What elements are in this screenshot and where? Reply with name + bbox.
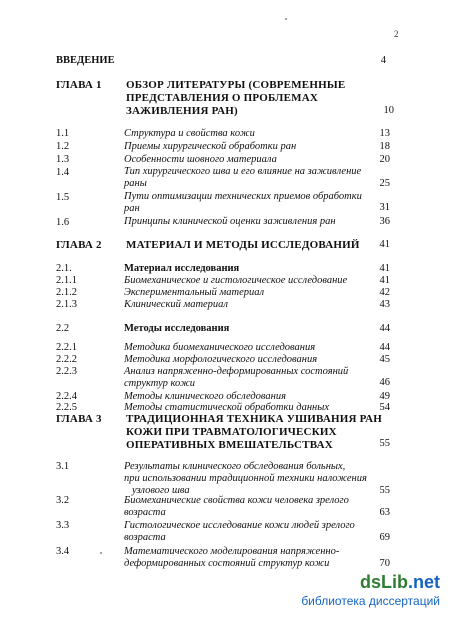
toc-num: 2.1.3: [56, 299, 77, 310]
toc-page: 69: [379, 532, 390, 543]
toc-num: 2.1.: [56, 263, 72, 274]
section-heading: Методы исследования: [124, 323, 230, 334]
ch2-page: 41: [379, 239, 390, 250]
ch1-label: ГЛАВА 1: [56, 79, 102, 91]
ch1-page: 10: [383, 105, 394, 116]
ch1-title-line-1: ОБЗОР ЛИТЕРАТУРЫ (СОВРЕМЕННЫЕ: [126, 79, 346, 91]
toc-entry: Приемы хирургической обработки ран: [124, 141, 297, 152]
toc-page: 36: [379, 216, 390, 227]
intro-label: ВВЕДЕНИЕ: [56, 55, 115, 66]
toc-num: 3.4: [56, 546, 70, 557]
intro-page: 4: [380, 55, 386, 66]
toc-entry: Анализ напряженно-деформированных состояний: [124, 366, 349, 377]
dslib-tagline: библиотека диссертаций: [301, 594, 440, 608]
section-heading: Материал исследования: [124, 263, 240, 274]
toc-entry: Методика биомеханического исследования: [124, 342, 316, 353]
toc-page: 46: [379, 377, 390, 388]
dslib-watermark: [280, 572, 440, 612]
ch2-title: МАТЕРИАЛ И МЕТОДЫ ИССЛЕДОВАНИЙ: [126, 239, 360, 251]
toc-entry-cont: узлового шва: [132, 485, 190, 496]
toc-entry: Результаты клинического обследования больных,: [124, 461, 346, 472]
toc-num: 2.2.4: [56, 391, 77, 402]
toc-page: 20: [379, 154, 390, 165]
scan-speck: [100, 552, 102, 554]
toc-entry: Тип хирургического шва и его влияние на заживление: [124, 166, 362, 177]
toc-entry: Структура и свойства кожи: [124, 128, 255, 139]
toc-entry-cont: раны: [124, 178, 147, 189]
toc-entry: Принципы клинической оценки заживления ран: [124, 216, 336, 227]
toc-entry: Методы клинического обследования: [124, 391, 286, 402]
toc-entry: Биомеханические свойства кожи человека зрелого: [124, 495, 349, 506]
toc-num: 1.3: [56, 154, 70, 165]
toc-page: 63: [379, 507, 390, 518]
dslib-logo: dsLib.net: [359, 572, 440, 592]
toc-page: 43: [379, 299, 390, 310]
ch3-page: 55: [379, 438, 390, 449]
ch3-title-line-1: ТРАДИЦИОННАЯ ТЕХНИКА УШИВАНИЯ РАН: [126, 413, 383, 425]
toc-num: 2.2.1: [56, 342, 77, 353]
toc-entry: Пути оптимизации технических приемов обработки: [124, 191, 362, 202]
toc-entry-cont: ран: [124, 203, 140, 214]
toc-page: 54: [379, 402, 390, 413]
toc-page: 44: [379, 323, 390, 334]
ch1-title-line-3: ЗАЖИВЛЕНИЯ РАН): [126, 105, 238, 117]
ch3-label: ГЛАВА 3: [56, 413, 102, 425]
toc-num: 2.1.1: [56, 275, 77, 286]
toc-page: 41: [379, 275, 390, 286]
page-number: 2: [394, 29, 399, 39]
toc-page: 25: [379, 178, 390, 189]
toc-page: 55: [379, 485, 390, 496]
toc-num: 1.2: [56, 141, 70, 152]
toc-entry-cont: деформированных состояний структур кожи: [124, 558, 330, 569]
toc-num: 2.1.2: [56, 287, 77, 298]
toc-page: 42: [379, 287, 390, 298]
toc-entry: Клинический материал: [124, 299, 229, 310]
toc-entry: Биомеханическое и гистологическое исследование: [124, 275, 348, 286]
toc-num: 3.3: [56, 520, 70, 531]
toc-entry: Методика морфологического исследования: [124, 354, 318, 365]
toc-entry-cont: возраста: [124, 532, 166, 543]
toc-page: 41: [379, 263, 390, 274]
toc-num: 1.4: [56, 167, 70, 178]
toc-page: 44: [379, 342, 390, 353]
toc-num: 2.2.5: [56, 402, 77, 413]
ch3-title-line-2: КОЖИ ПРИ ТРАВМАТОЛОГИЧЕСКИХ: [126, 426, 337, 438]
toc-page: 45: [379, 354, 390, 365]
toc-num: 2.2: [56, 323, 70, 334]
toc-page: 49: [379, 391, 390, 402]
toc-num: 1.1: [56, 128, 70, 139]
toc-num: 1.5: [56, 192, 70, 203]
toc-num: 2.2.2: [56, 354, 77, 365]
toc-num: 3.1: [56, 461, 70, 472]
toc-entry-cont: при использовании традиционной техники наложения: [124, 473, 367, 484]
toc-entry: Гистологическое исследование кожи людей зрелого: [124, 520, 355, 531]
toc-entry-cont: возраста: [124, 507, 166, 518]
toc-entry: Математического моделирования напряженно-: [124, 546, 340, 557]
toc-page: 18: [379, 141, 390, 152]
scan-speck: [285, 18, 287, 20]
toc-page: 70: [379, 558, 390, 569]
toc-num: 1.6: [56, 217, 70, 228]
toc-entry-cont: структур кожи: [124, 378, 196, 389]
toc-entry: Методы статистической обработки данных: [124, 402, 330, 413]
ch2-label: ГЛАВА 2: [56, 239, 102, 251]
toc-num: 3.2: [56, 495, 70, 506]
ch3-title-line-3: ОПЕРАТИВНЫХ ВМЕШАТЕЛЬСТВАХ: [126, 439, 333, 451]
toc-entry: Особенности шовного материала: [124, 154, 277, 165]
ch1-title-line-2: ПРЕДСТАВЛЕНИЯ О ПРОБЛЕМАХ: [126, 92, 318, 104]
toc-page: 31: [379, 202, 390, 213]
toc-entry: Экспериментальный материал: [124, 287, 265, 298]
toc-page: 13: [379, 128, 390, 139]
toc-num: 2.2.3: [56, 366, 77, 377]
